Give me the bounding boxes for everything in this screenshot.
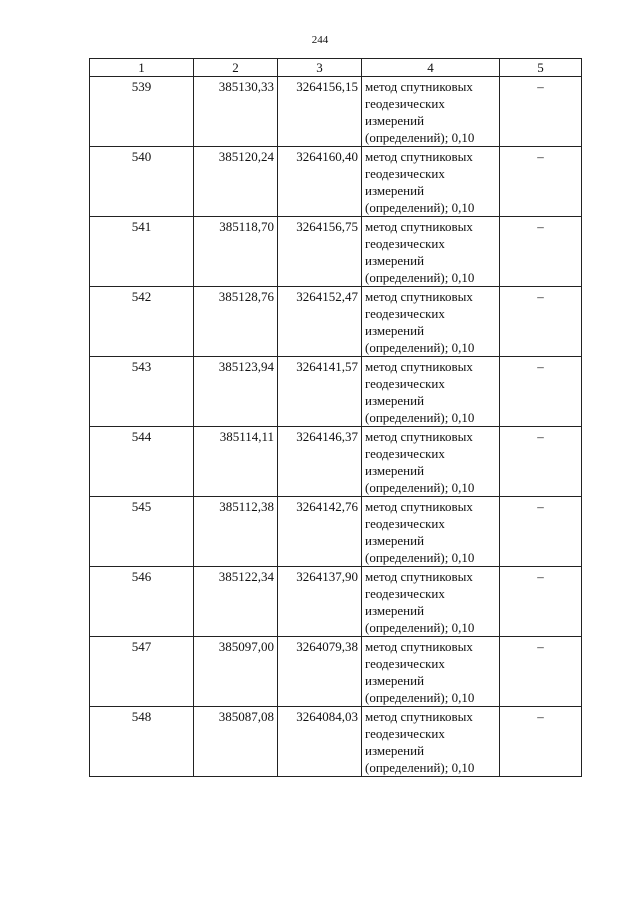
table-header-row: [90, 59, 582, 77]
method-accuracy-cell: метод спутниковых геодезических измерений (определений); 0,10: [362, 287, 500, 357]
y-coordinate-cell: 3264141,57: [278, 357, 362, 427]
method-accuracy-cell: метод спутниковых геодезических измерений (определений); 0,10: [362, 147, 500, 217]
note-cell: –: [500, 147, 582, 217]
method-accuracy-cell: метод спутниковых геодезических измерений (определений); 0,10: [362, 707, 500, 777]
note-cell: –: [500, 287, 582, 357]
note-cell: –: [500, 357, 582, 427]
method-accuracy-cell: метод спутниковых геодезических измерений (определений); 0,10: [362, 427, 500, 497]
column-header-2: 2: [194, 59, 278, 77]
table-row: [90, 427, 582, 497]
point-number-cell: 548: [90, 707, 194, 777]
column-header-4: 4: [362, 59, 500, 77]
note-cell: –: [500, 707, 582, 777]
x-coordinate-cell: 385097,00: [194, 637, 278, 707]
method-accuracy-cell: метод спутниковых геодезических измерений (определений); 0,10: [362, 77, 500, 147]
table-row: [90, 77, 582, 147]
table-row: [90, 217, 582, 287]
method-accuracy-cell: метод спутниковых геодезических измерений (определений); 0,10: [362, 357, 500, 427]
y-coordinate-cell: 3264084,03: [278, 707, 362, 777]
x-coordinate-cell: 385128,76: [194, 287, 278, 357]
y-coordinate-cell: 3264146,37: [278, 427, 362, 497]
method-accuracy-cell: метод спутниковых геодезических измерений (определений); 0,10: [362, 567, 500, 637]
table-row: [90, 567, 582, 637]
point-number-cell: 540: [90, 147, 194, 217]
y-coordinate-cell: 3264079,38: [278, 637, 362, 707]
y-coordinate-cell: 3264156,15: [278, 77, 362, 147]
table-row: [90, 637, 582, 707]
note-cell: –: [500, 567, 582, 637]
coordinates-table: [89, 58, 582, 777]
method-accuracy-cell: метод спутниковых геодезических измерений (определений); 0,10: [362, 637, 500, 707]
method-accuracy-cell: метод спутниковых геодезических измерений (определений); 0,10: [362, 497, 500, 567]
table-row: [90, 497, 582, 567]
table-body: [90, 77, 582, 777]
table-row: [90, 287, 582, 357]
x-coordinate-cell: 385118,70: [194, 217, 278, 287]
y-coordinate-cell: 3264137,90: [278, 567, 362, 637]
y-coordinate-cell: 3264152,47: [278, 287, 362, 357]
page-number: 244: [311, 34, 329, 46]
column-header-3: 3: [278, 59, 362, 77]
method-accuracy-cell: метод спутниковых геодезических измерений (определений); 0,10: [362, 217, 500, 287]
point-number-cell: 542: [90, 287, 194, 357]
column-header-1: 1: [90, 59, 194, 77]
x-coordinate-cell: 385087,08: [194, 707, 278, 777]
y-coordinate-cell: 3264142,76: [278, 497, 362, 567]
point-number-cell: 541: [90, 217, 194, 287]
note-cell: –: [500, 427, 582, 497]
table-row: [90, 707, 582, 777]
x-coordinate-cell: 385123,94: [194, 357, 278, 427]
column-header-5: 5: [500, 59, 582, 77]
note-cell: –: [500, 637, 582, 707]
point-number-cell: 546: [90, 567, 194, 637]
note-cell: –: [500, 217, 582, 287]
y-coordinate-cell: 3264160,40: [278, 147, 362, 217]
table-row: [90, 147, 582, 217]
point-number-cell: 545: [90, 497, 194, 567]
x-coordinate-cell: 385112,38: [194, 497, 278, 567]
table-row: [90, 357, 582, 427]
point-number-cell: 547: [90, 637, 194, 707]
point-number-cell: 543: [90, 357, 194, 427]
x-coordinate-cell: 385130,33: [194, 77, 278, 147]
note-cell: –: [500, 497, 582, 567]
x-coordinate-cell: 385122,34: [194, 567, 278, 637]
x-coordinate-cell: 385114,11: [194, 427, 278, 497]
note-cell: –: [500, 77, 582, 147]
point-number-cell: 539: [90, 77, 194, 147]
y-coordinate-cell: 3264156,75: [278, 217, 362, 287]
point-number-cell: 544: [90, 427, 194, 497]
x-coordinate-cell: 385120,24: [194, 147, 278, 217]
